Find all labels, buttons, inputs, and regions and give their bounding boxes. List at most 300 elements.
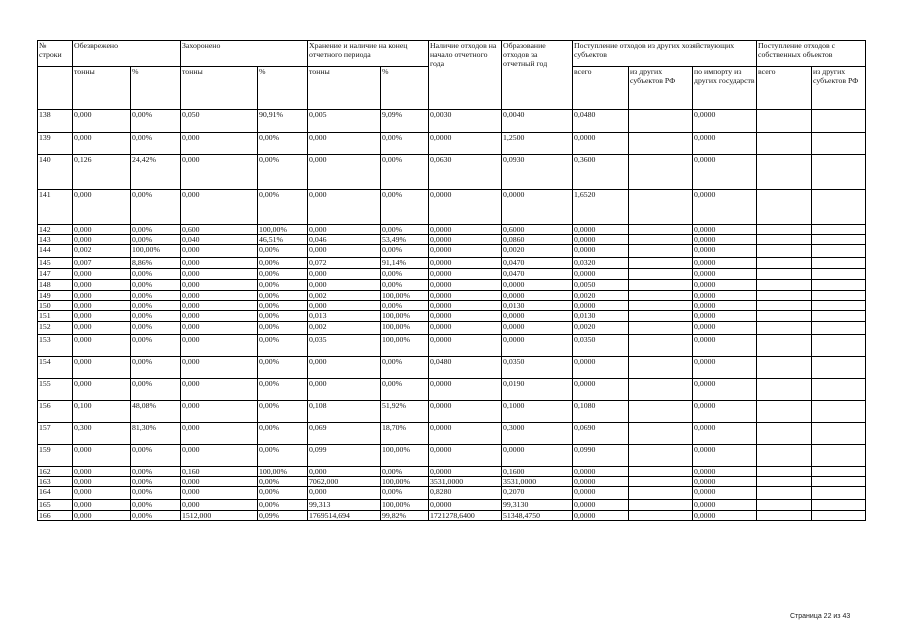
table-cell: 0,0000 [693, 445, 757, 467]
table-cell: 0,126 [73, 155, 131, 190]
table-cell: 0,0000 [429, 245, 502, 258]
table-cell: 0,000 [181, 133, 258, 155]
table-row [38, 110, 866, 133]
table-cell: 0,0000 [693, 110, 757, 133]
table-cell [757, 357, 812, 379]
table-cell [812, 423, 866, 445]
table-cell: 0,0350 [573, 335, 629, 357]
table-cell [812, 445, 866, 467]
header-own-total: всего [757, 67, 812, 110]
table-cell: 0,0000 [693, 322, 757, 335]
table-cell: 100,00% [258, 225, 308, 235]
table-cell: 0,072 [308, 258, 381, 269]
table-cell: 0,000 [73, 311, 131, 322]
table-cell: 0,160 [181, 467, 258, 477]
table-cell: 0,00% [258, 133, 308, 155]
table-cell: 0,00% [258, 280, 308, 291]
table-cell [629, 190, 693, 225]
table-cell: 0,00% [258, 269, 308, 280]
table-cell: 0,000 [73, 322, 131, 335]
header-receipt-other: Поступление отходов из других хозяйствующих субъектов [573, 41, 757, 67]
table-cell: 0,00% [131, 487, 181, 500]
table-cell [629, 322, 693, 335]
table-cell: 100,00% [381, 477, 429, 487]
table-cell: 0,002 [73, 245, 131, 258]
table-cell: 0,0040 [502, 110, 573, 133]
header-buried: Захоронено [181, 41, 308, 67]
table-row [38, 335, 866, 357]
row-number-cell: 143 [38, 235, 73, 245]
table-cell: 0,300 [73, 423, 131, 445]
table-cell: 100,00% [381, 335, 429, 357]
table-cell: 0,0000 [693, 487, 757, 500]
table-cell [757, 301, 812, 311]
table-cell: 0,0000 [693, 301, 757, 311]
table-row [38, 269, 866, 280]
table-cell: 0,00% [258, 379, 308, 401]
table-cell [757, 477, 812, 487]
row-number-cell: 151 [38, 311, 73, 322]
table-cell: 0,000 [308, 487, 381, 500]
table-cell: 0,00% [258, 190, 308, 225]
table-cell: 0,00% [131, 379, 181, 401]
table-cell [629, 401, 693, 423]
table-cell: 0,0000 [693, 401, 757, 423]
table-cell [757, 269, 812, 280]
row-number-cell: 144 [38, 245, 73, 258]
table-cell [812, 487, 866, 500]
table-cell: 0,0860 [502, 235, 573, 245]
table-cell: 0,0000 [502, 280, 573, 291]
table-cell [629, 335, 693, 357]
table-cell: 0,0000 [573, 467, 629, 477]
row-number-cell: 147 [38, 269, 73, 280]
table-cell: 0,00% [381, 357, 429, 379]
table-cell: 0,00% [131, 311, 181, 322]
table-cell [757, 258, 812, 269]
table-row [38, 379, 866, 401]
table-row [38, 291, 866, 301]
table-cell: 0,0020 [502, 245, 573, 258]
table-cell: 0,0930 [502, 155, 573, 190]
table-cell [812, 467, 866, 477]
table-cell: 0,00% [131, 110, 181, 133]
table-cell [629, 511, 693, 521]
table-cell [629, 225, 693, 235]
table-cell: 0,0000 [693, 235, 757, 245]
table-cell: 0,000 [73, 511, 131, 521]
table-cell: 0,000 [308, 190, 381, 225]
table-cell: 0,0000 [429, 225, 502, 235]
table-cell [812, 280, 866, 291]
table-cell: 0,0690 [573, 423, 629, 445]
table-cell: 0,1000 [502, 401, 573, 423]
table-cell: 0,00% [131, 477, 181, 487]
table-cell: 0,035 [308, 335, 381, 357]
table-cell: 0,000 [73, 235, 131, 245]
table-cell: 1,6520 [573, 190, 629, 225]
table-cell: 0,0000 [429, 269, 502, 280]
table-cell: 0,00% [258, 445, 308, 467]
table-cell [812, 511, 866, 521]
table-cell: 0,0000 [429, 301, 502, 311]
table-cell: 0,00% [381, 269, 429, 280]
table-cell [629, 110, 693, 133]
table-cell: 0,046 [308, 235, 381, 245]
table-cell [812, 225, 866, 235]
table-cell: 100,00% [131, 245, 181, 258]
table-cell [629, 269, 693, 280]
table-cell: 0,000 [308, 269, 381, 280]
table-cell: 0,099 [308, 445, 381, 467]
table-cell: 46,51% [258, 235, 308, 245]
table-cell: 0,000 [73, 467, 131, 477]
table-cell: 0,007 [73, 258, 131, 269]
row-number-cell: 156 [38, 401, 73, 423]
table-cell: 0,002 [308, 291, 381, 301]
table-cell: 0,00% [131, 235, 181, 245]
table-cell: 0,0000 [693, 225, 757, 235]
table-row [38, 322, 866, 335]
table-cell: 24,42% [131, 155, 181, 190]
table-cell: 0,00% [131, 445, 181, 467]
table-cell [757, 291, 812, 301]
table-cell: 0,0000 [693, 379, 757, 401]
table-cell [757, 155, 812, 190]
header-row-top [38, 41, 866, 67]
table-cell: 0,0000 [429, 258, 502, 269]
table-cell: 0,040 [181, 235, 258, 245]
table-cell: 0,00% [381, 155, 429, 190]
table-cell: 0,00% [381, 280, 429, 291]
table-cell [812, 133, 866, 155]
table-cell [629, 445, 693, 467]
row-number-cell: 162 [38, 467, 73, 477]
table-cell: 0,00% [381, 487, 429, 500]
table-cell [812, 379, 866, 401]
table-row [38, 357, 866, 379]
row-number-cell: 142 [38, 225, 73, 235]
table-cell: 3531,0000 [429, 477, 502, 487]
table-cell: 0,00% [258, 500, 308, 511]
table-cell [757, 487, 812, 500]
table-cell: 99,82% [381, 511, 429, 521]
table-cell: 100,00% [381, 445, 429, 467]
table-cell: 0,0000 [693, 500, 757, 511]
table-cell: 0,0320 [573, 258, 629, 269]
table-cell: 0,000 [73, 500, 131, 511]
table-cell: 0,0000 [573, 511, 629, 521]
table-cell: 0,00% [381, 225, 429, 235]
table-cell: 0,000 [73, 190, 131, 225]
header-storage: Хранение и наличие на конец отчетного периода [308, 41, 429, 67]
table-row [38, 511, 866, 521]
table-cell: 0,0130 [502, 301, 573, 311]
row-number-cell: 163 [38, 477, 73, 487]
table-cell: 100,00% [381, 322, 429, 335]
table-cell: 0,0000 [502, 291, 573, 301]
table-cell: 0,000 [308, 280, 381, 291]
table-cell [757, 225, 812, 235]
header-neutralized: Обезврежено [73, 41, 181, 67]
table-cell: 0,100 [73, 401, 131, 423]
page-number: Страница 22 из 43 [790, 613, 851, 620]
header-buried-tons: тонны [181, 67, 258, 110]
table-cell [757, 379, 812, 401]
table-cell: 0,0000 [693, 133, 757, 155]
row-number-cell: 149 [38, 291, 73, 301]
table-cell [812, 335, 866, 357]
table-cell: 0,0000 [573, 269, 629, 280]
table-cell: 99,3130 [502, 500, 573, 511]
table-cell: 8,86% [131, 258, 181, 269]
table-cell: 0,0190 [502, 379, 573, 401]
table-cell: 0,0000 [429, 500, 502, 511]
table-cell [629, 245, 693, 258]
table-cell [812, 235, 866, 245]
table-cell: 0,108 [308, 401, 381, 423]
table-cell: 0,00% [131, 190, 181, 225]
table-cell: 0,00% [258, 357, 308, 379]
header-buried-pct: % [258, 67, 308, 110]
header-row-number: № строки [38, 41, 73, 67]
table-cell: 0,00% [258, 311, 308, 322]
header-receipt-import: по импорту из других государств [693, 67, 757, 110]
table-cell: 0,0350 [502, 357, 573, 379]
table-cell [812, 155, 866, 190]
table-cell: 0,000 [308, 357, 381, 379]
header-formation: Образование отходов за отчетный год [502, 41, 573, 110]
table-cell: 0,0020 [573, 291, 629, 301]
table-cell: 0,013 [308, 311, 381, 322]
table-cell: 0,00% [258, 477, 308, 487]
table-cell: 0,000 [308, 301, 381, 311]
table-cell [629, 155, 693, 190]
table-cell: 51,92% [381, 401, 429, 423]
table-cell: 0,000 [181, 322, 258, 335]
table-cell: 0,0000 [429, 423, 502, 445]
table-cell: 0,0000 [693, 190, 757, 225]
table-cell: 0,00% [381, 467, 429, 477]
table-cell [757, 280, 812, 291]
table-cell: 0,000 [73, 301, 131, 311]
header-storage-pct: % [381, 67, 429, 110]
table-row [38, 301, 866, 311]
table-cell: 0,000 [73, 477, 131, 487]
table-cell: 90,91% [258, 110, 308, 133]
table-row [38, 245, 866, 258]
table-cell: 0,00% [131, 291, 181, 301]
table-cell: 1721278,6400 [429, 511, 502, 521]
table-cell: 0,00% [131, 467, 181, 477]
table-cell: 0,0000 [573, 379, 629, 401]
table-cell: 0,0000 [573, 301, 629, 311]
header-blank [38, 67, 73, 110]
table-cell: 1512,000 [181, 511, 258, 521]
table-cell: 0,600 [181, 225, 258, 235]
table-cell [757, 235, 812, 245]
table-cell: 0,0000 [693, 155, 757, 190]
table-row [38, 258, 866, 269]
table-cell: 100,00% [381, 311, 429, 322]
table-cell: 0,000 [308, 225, 381, 235]
row-number-cell: 165 [38, 500, 73, 511]
table-cell: 0,000 [181, 258, 258, 269]
table-row [38, 477, 866, 487]
table-cell: 0,0480 [573, 110, 629, 133]
table-cell [757, 311, 812, 322]
table-cell: 1769514,694 [308, 511, 381, 521]
table-cell: 0,0000 [693, 311, 757, 322]
table-cell [812, 190, 866, 225]
row-number-cell: 141 [38, 190, 73, 225]
table-cell: 0,0990 [573, 445, 629, 467]
row-number-cell: 157 [38, 423, 73, 445]
table-cell: 0,00% [258, 423, 308, 445]
header-neutralized-tons: тонны [73, 67, 131, 110]
table-row [38, 467, 866, 477]
table-cell: 0,000 [73, 225, 131, 235]
table-cell: 0,0000 [693, 269, 757, 280]
table-cell: 0,1600 [502, 467, 573, 477]
table-cell: 0,6000 [502, 225, 573, 235]
row-number-cell: 154 [38, 357, 73, 379]
table-cell: 0,00% [131, 322, 181, 335]
table-cell: 0,000 [181, 335, 258, 357]
table-cell: 0,000 [308, 379, 381, 401]
table-cell: 0,0000 [693, 477, 757, 487]
row-number-cell: 148 [38, 280, 73, 291]
table-cell: 81,30% [131, 423, 181, 445]
table-cell: 0,0000 [573, 357, 629, 379]
table-cell [629, 487, 693, 500]
table-cell: 0,00% [131, 280, 181, 291]
table-cell: 48,08% [131, 401, 181, 423]
header-receipt-own: Поступление отходов с собственных объектов [757, 41, 866, 67]
table-cell: 0,000 [73, 487, 131, 500]
header-receipt-other-rf: из других субъектов РФ [629, 67, 693, 110]
table-cell [812, 291, 866, 301]
table-cell: 0,0480 [429, 357, 502, 379]
table-cell: 0,00% [258, 291, 308, 301]
table-cell: 0,000 [308, 467, 381, 477]
table-row [38, 190, 866, 225]
table-cell: 0,050 [181, 110, 258, 133]
table-cell: 0,000 [73, 110, 131, 133]
table-cell [629, 301, 693, 311]
row-number-cell: 140 [38, 155, 73, 190]
table-cell: 0,00% [258, 258, 308, 269]
table-row [38, 445, 866, 467]
table-cell [812, 269, 866, 280]
table-cell: 0,0000 [693, 245, 757, 258]
table-cell [757, 511, 812, 521]
row-number-cell: 150 [38, 301, 73, 311]
table-cell: 0,00% [381, 379, 429, 401]
table-cell [812, 311, 866, 322]
table-cell: 0,000 [73, 357, 131, 379]
table-cell: 0,000 [73, 280, 131, 291]
table-cell: 0,0000 [429, 311, 502, 322]
row-number-cell: 153 [38, 335, 73, 357]
table-cell: 0,000 [181, 445, 258, 467]
table-cell [757, 335, 812, 357]
table-cell: 0,000 [181, 301, 258, 311]
table-cell: 0,00% [131, 500, 181, 511]
table-cell [629, 500, 693, 511]
table-cell: 0,00% [258, 301, 308, 311]
table-cell: 0,0000 [693, 467, 757, 477]
table-cell: 91,14% [381, 258, 429, 269]
table-cell: 9,09% [381, 110, 429, 133]
table-cell: 0,0000 [429, 379, 502, 401]
table-cell: 0,0000 [502, 190, 573, 225]
table-cell: 0,0000 [429, 335, 502, 357]
table-cell: 0,000 [73, 133, 131, 155]
table-cell: 0,0000 [693, 511, 757, 521]
table-cell [629, 133, 693, 155]
table-cell: 0,00% [131, 133, 181, 155]
table-cell [629, 291, 693, 301]
table-cell: 0,000 [181, 423, 258, 445]
table-cell: 0,000 [308, 245, 381, 258]
table-cell: 0,0000 [502, 445, 573, 467]
header-receipt-total: всего [573, 67, 629, 110]
table-cell: 0,000 [181, 245, 258, 258]
table-cell: 0,000 [308, 155, 381, 190]
table-cell [629, 357, 693, 379]
row-number-cell: 159 [38, 445, 73, 467]
table-cell: 0,0020 [573, 322, 629, 335]
table-cell: 0,0000 [693, 335, 757, 357]
table-cell: 0,00% [381, 133, 429, 155]
table-cell: 0,00% [258, 487, 308, 500]
table-cell: 0,00% [381, 301, 429, 311]
table-cell [629, 379, 693, 401]
table-cell: 0,00% [258, 322, 308, 335]
row-number-cell: 145 [38, 258, 73, 269]
table-cell: 18,70% [381, 423, 429, 445]
table-cell [812, 322, 866, 335]
table-cell: 0,0000 [693, 357, 757, 379]
table-cell: 0,000 [308, 133, 381, 155]
table-cell: 0,000 [181, 487, 258, 500]
table-cell [812, 110, 866, 133]
table-cell: 0,005 [308, 110, 381, 133]
table-cell: 0,0000 [693, 423, 757, 445]
table-cell: 0,0130 [573, 311, 629, 322]
table-cell: 0,0000 [429, 322, 502, 335]
table-cell [812, 500, 866, 511]
table-cell: 0,000 [181, 379, 258, 401]
row-number-cell: 166 [38, 511, 73, 521]
table-cell: 0,0630 [429, 155, 502, 190]
table-cell: 0,0000 [573, 477, 629, 487]
table-cell [757, 500, 812, 511]
table-cell [629, 258, 693, 269]
table-cell: 0,00% [131, 301, 181, 311]
table-row [38, 155, 866, 190]
table-cell [757, 245, 812, 258]
table-cell: 0,0000 [573, 487, 629, 500]
table-row [38, 500, 866, 511]
table-cell: 0,000 [181, 155, 258, 190]
table-cell: 0,0000 [573, 245, 629, 258]
table-cell: 0,0000 [429, 445, 502, 467]
table-cell: 0,000 [181, 500, 258, 511]
table-cell: 0,0000 [429, 291, 502, 301]
table-cell: 0,00% [258, 155, 308, 190]
